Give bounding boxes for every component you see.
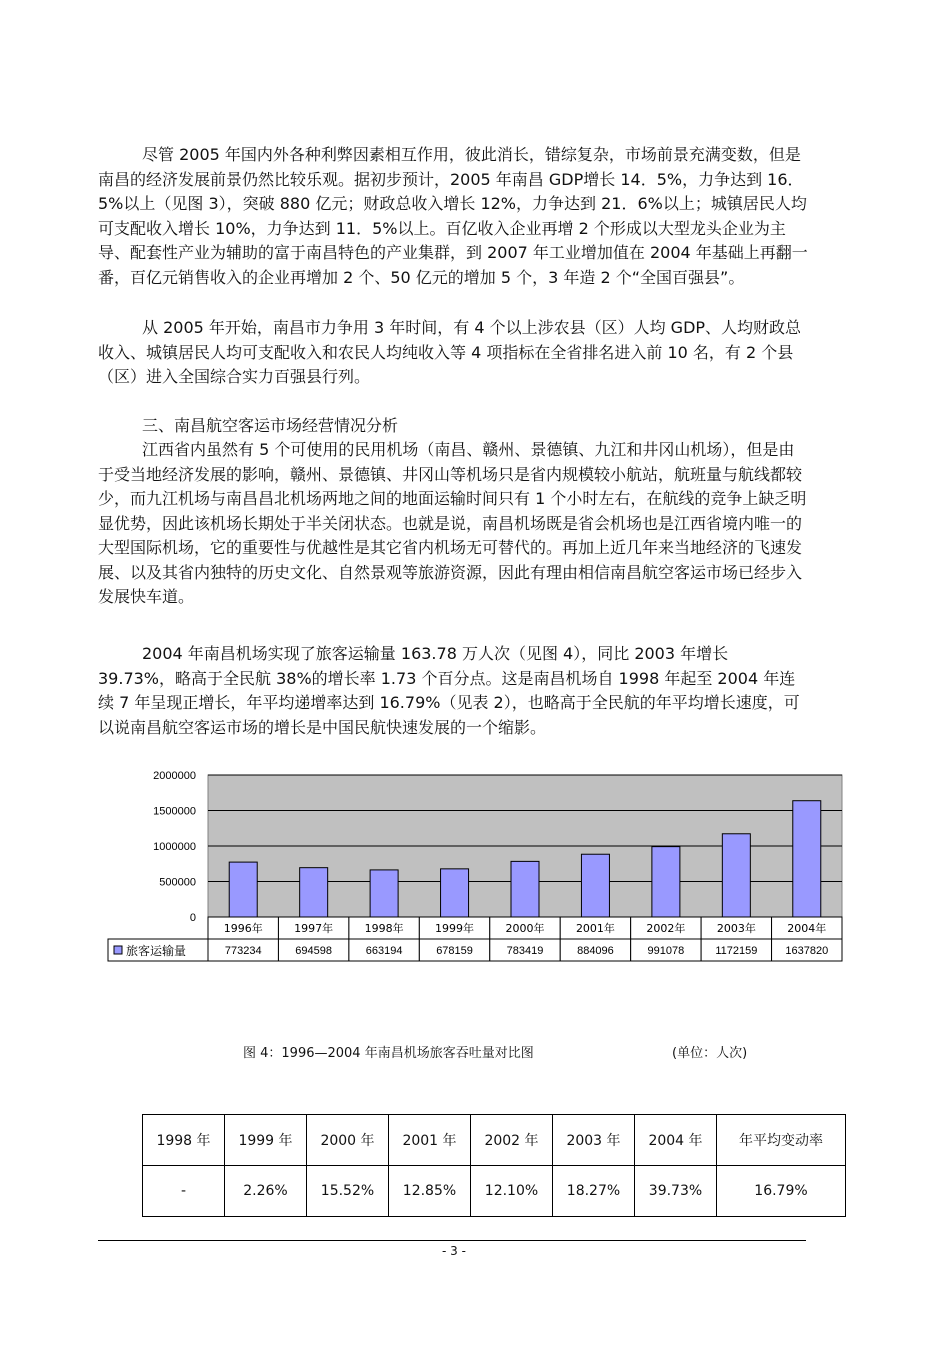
table-cell: 12.10% (471, 1166, 553, 1217)
data-label: 678159 (436, 945, 473, 957)
bar-2002年 (652, 847, 680, 917)
table-cell: 39.73% (635, 1166, 717, 1217)
data-label: 663194 (365, 945, 403, 957)
table-header-cell: 1999 年 (225, 1115, 307, 1166)
bar-2001年 (581, 854, 609, 917)
passenger-traffic-chart (100, 760, 860, 970)
table-header-cell: 2003 年 (553, 1115, 635, 1166)
table-cell: 15.52% (307, 1166, 389, 1217)
bar-1999年 (441, 869, 469, 917)
table-header-row (143, 1115, 846, 1166)
y-tick-label: 1000000 (153, 841, 196, 853)
paragraph-jiangxi-airports: 江西省内虽然有 5 个可使用的民用机场（南昌、赣州、景德镇、九江和井冈山机场），但是由于受当地经济发展的影响，赣州、景德镇、井冈山等机场只是省内规模较小航站，航班量与航线都较少，而九江机场与南昌昌北机场两地之间的地面运输时间只有 1 个小时左右，在航线的竞争上缺乏明显优势，因此该机场长期处于半关闭状态。也就是说，南昌机场既是省会机场也是江西省境内唯一的大型国际机场，它的重要性与优越性是其它省内机场无可替代的。再加上近几年来当地经济的飞速发展、以及其省内独特的历史文化、自然景观等旅游资源，因此有理由相信南昌航空客运市场已经步入发展快车道。 (98, 440, 807, 606)
y-tick-label: 1500000 (153, 805, 196, 818)
data-label: 783419 (506, 945, 544, 957)
x-tick-label: 1999年 (435, 922, 475, 935)
paragraph-2004-traffic: 2004 年南昌机场实现了旅客运输量 163.78 万人次（见图 4），同比 2003 年增长 39.73%，略高于全民航 38%的增长率 1.73 个百分点。这是南昌机场自 1998 年起至 2004 年连续 7 年呈现正增长，年平均递增率达到 16.79%（见表 2），也略高于全民航的年平均增长速度，可以说南昌航空客运市场的增长是中国民航快速发展的一个缩影。 (98, 644, 800, 737)
paragraph-economy-outlook: 尽管 2005 年国内外各种利弊因素相互作用，彼此消长，错综复杂，市场前景充满变数，但是南昌的经济发展前景仍然比较乐观。据初步预计，2005 年南昌 GDP增长 14．5%，力争达到 16．5%以上（见图 3），突破 880 亿元；财政总收入增长 12%，力争达到 21．6%以上；城镇居民人均可支配收入增长 10%，力争达到 11．5%以上。百亿收入企业再增 2 个形成以大型龙头企业为主导、配套性产业为辅助的富于南昌特色的产业集群，到 2007 年工业增加值在 2004 年基础上再翻一番，百亿元销售收入的企业再增加 2 个、50 亿元的增加 5 个，3 年造 2 个“全国百强县”。 (98, 145, 808, 287)
y-tick-label: 2000000 (153, 770, 196, 782)
x-tick-label: 2003年 (716, 922, 756, 935)
x-tick-label: 2001年 (575, 922, 615, 935)
bar-2004年 (793, 801, 821, 917)
x-tick-label: 2000年 (505, 922, 545, 935)
bar-1996年 (229, 862, 257, 917)
x-tick-label: 1998年 (364, 922, 404, 935)
data-label: 1172159 (715, 945, 758, 957)
chart-unit: (单位：人次) (672, 1046, 748, 1061)
section-heading: 三、南昌航空客运市场经营情况分析 (142, 416, 399, 435)
table-header-cell: 2004 年 (635, 1115, 717, 1166)
legend-swatch (114, 946, 122, 954)
growth-rate-table (142, 1114, 846, 1217)
table-header-cell: 2002 年 (471, 1115, 553, 1166)
table-cell: 12.85% (389, 1166, 471, 1217)
bar-2000年 (511, 861, 539, 917)
x-tick-label: 2004年 (787, 922, 827, 935)
table-cell: - (143, 1166, 225, 1217)
table-cell: 2.26% (225, 1166, 307, 1217)
x-tick-label: 1996年 (223, 922, 263, 935)
x-tick-label: 2002年 (646, 922, 686, 935)
y-tick-label: 500000 (159, 876, 196, 889)
table-cell: 18.27% (553, 1166, 635, 1217)
table-cell: 16.79% (717, 1166, 846, 1217)
table-header-cell: 2001 年 (389, 1115, 471, 1166)
data-label: 694598 (295, 945, 333, 957)
paragraph-county-targets: 从 2005 年开始，南昌市力争用 3 年时间，有 4 个以上涉农县（区）人均 GDP、人均财政总收入、城镇居民人均可支配收入和农民人均纯收入等 4 项指标在全省排名进入前 10 名，有 2 个县（区）进入全国综合实力百强县行列。 (98, 318, 802, 386)
legend-label: 旅客运输量 (126, 944, 187, 958)
data-label: 884096 (577, 945, 614, 957)
table-header-cell: 2000 年 (307, 1115, 389, 1166)
x-tick-label: 1997年 (294, 922, 334, 935)
page-number: - 3 - (442, 1244, 466, 1258)
data-label: 991078 (647, 945, 685, 957)
table-header-cell: 1998 年 (143, 1115, 225, 1166)
chart-caption: 图 4：1996—2004 年南昌机场旅客吞吐量对比图 (243, 1046, 534, 1061)
bar-2003年 (722, 834, 750, 917)
table-header-cell: 年平均变动率 (717, 1115, 846, 1166)
y-tick-label: 0 (189, 912, 196, 924)
data-label: 1637820 (785, 945, 829, 957)
table-row (143, 1166, 846, 1217)
data-label: 773234 (224, 945, 262, 957)
bar-1997年 (300, 868, 328, 917)
footer-divider (98, 1240, 806, 1241)
bar-1998年 (370, 870, 398, 917)
